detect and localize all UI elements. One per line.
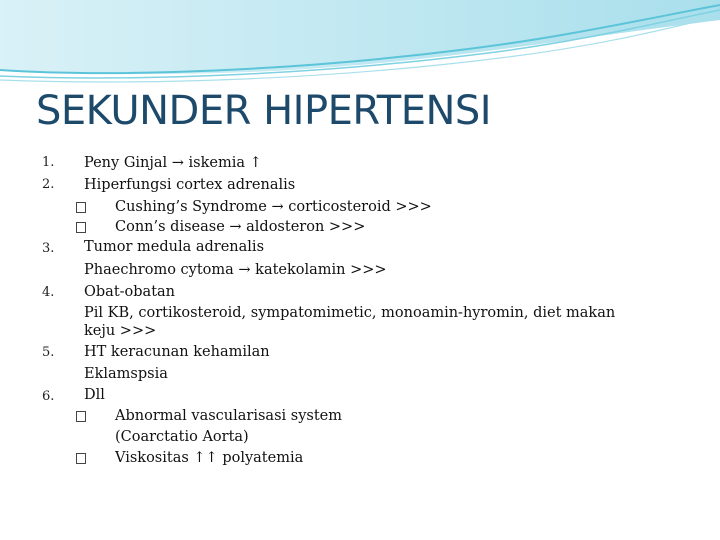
item-detail: Eklamspsia [84,366,168,382]
sub-item-text: Viskositas ↑↑ polyatemia [115,450,304,466]
item-text: Peny Ginjal → iskemia ↑ [84,155,262,171]
item-text: Obat-obatan [84,284,176,300]
slide-title: SEKUNDER HIPERTENSI [36,88,492,134]
item-text: Dll [84,387,105,403]
item-number: 1. [42,155,55,170]
item-number: 2. [42,177,55,192]
square-bullet-icon [76,222,86,233]
item-text: Tumor medula adrenalis [84,239,265,255]
item-number: 6. [42,389,55,404]
item-number: 3. [42,241,55,256]
sub-item-text: (Coarctatio Aorta) [115,429,249,445]
square-bullet-icon [76,411,86,422]
item-detail: keju >>> [84,323,157,339]
item-detail: Phaechromo cytoma → katekolamin >>> [84,262,387,278]
item-detail: Pil KB, cortikosteroid, sympatomimetic, monoamin-hyromin, diet makan [84,305,616,321]
item-number: 4. [42,285,55,300]
item-text: HT keracunan kehamilan [84,344,270,360]
item-text: Hiperfungsi cortex adrenalis [84,177,296,193]
item-number: 5. [42,345,55,360]
sub-item-text: Abnormal vascularisasi system [115,408,342,424]
square-bullet-icon [76,453,86,464]
sub-item-text: Cushing’s Syndrome → corticosteroid >>> [115,199,432,215]
square-bullet-icon [76,202,86,213]
sub-item-text: Conn’s disease → aldosteron >>> [115,219,366,235]
